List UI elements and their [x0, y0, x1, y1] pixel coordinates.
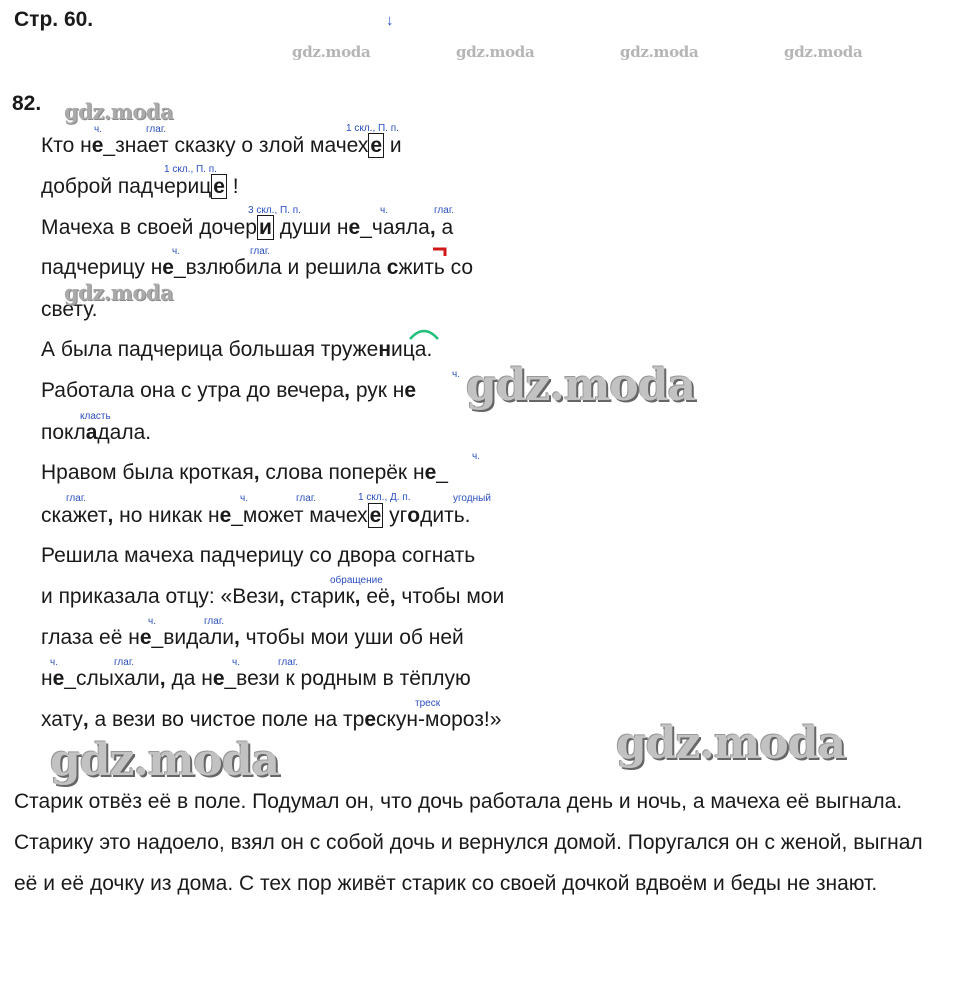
- annotation: ч.: [148, 616, 156, 627]
- text-line: покладала.: [41, 421, 152, 444]
- annotation: глаг.: [204, 616, 225, 627]
- watermark: gdz.moda: [64, 99, 174, 124]
- text-line: Нравом была кроткая, слова поперёк не_: [41, 461, 448, 484]
- watermark: gdz.moda: [50, 735, 280, 786]
- ending-box: и: [259, 216, 272, 239]
- text-line: скажет, но никак не_может мачехе угодить.: [41, 504, 471, 527]
- annotation: глаг.: [250, 246, 271, 257]
- text-line: Кто не_знает сказку о злой мачехе и: [41, 134, 402, 157]
- annotation: ч.: [472, 451, 480, 462]
- annotation: треск: [415, 698, 441, 709]
- annotation: ч.: [452, 369, 460, 380]
- annotation: ч.: [50, 657, 58, 668]
- text-line: Мачеха в своей дочери души не_чаяла, а: [41, 216, 454, 239]
- annotation: угодный: [453, 493, 491, 504]
- watermark: gdz.moda: [616, 718, 846, 769]
- page-number: Стр. 60.: [14, 8, 94, 31]
- text-line: Решила мачеха падчерицу со двора согнать: [41, 544, 476, 567]
- text-line: и приказала отцу: «Вези, старик, её, чтобы мои: [41, 585, 505, 608]
- watermark: gdz.moda: [466, 360, 696, 411]
- annotation: ч.: [380, 205, 388, 216]
- annotation: ч.: [94, 124, 102, 135]
- watermark: gdz.moda: [456, 43, 535, 61]
- ending-box: е: [213, 175, 225, 198]
- summary-paragraph: Старик отвёз её в поле. Подумал он, что дочь работала день и ночь, а мачеха её выгнала. Старику это надоело, взял он с собой дочь и вернулся домой. Поругался он с женой, выгнал её и её дочку из дома. С тех пор живёт старик со своей дочкой вдвоём и беды не знают.: [14, 790, 923, 895]
- text-line: хату, а вези во чистое поле на трескун-мороз!»: [41, 708, 502, 731]
- annotation: 3 скл., П. п.: [248, 205, 301, 216]
- annotation: глаг.: [296, 493, 317, 504]
- ending-box: е: [370, 134, 383, 157]
- arrow-down-icon: ↓: [386, 12, 394, 29]
- watermark: gdz.moda: [784, 43, 863, 61]
- text-line: падчерицу не_взлюбила и решила сжить со: [41, 256, 474, 279]
- text-line: А была падчерица большая труженица.: [41, 338, 433, 361]
- annotation: ч.: [172, 246, 180, 257]
- watermark: gdz.moda: [64, 280, 174, 305]
- ending-box: е: [369, 504, 382, 527]
- annotation: 1 скл., Д. п.: [358, 492, 411, 503]
- task-number: 82.: [12, 92, 42, 115]
- annotation: 1 скл., П. п.: [346, 123, 399, 134]
- annotation: ч.: [240, 493, 248, 504]
- annotation: глаг.: [278, 657, 299, 668]
- text-line: Работала она с утра до вечера, рук не: [41, 379, 417, 402]
- annotation: 1 скл., П. п.: [164, 164, 217, 175]
- annotation: глаг.: [114, 657, 135, 668]
- annotation: глаг.: [66, 493, 87, 504]
- annotation: обращение: [330, 575, 383, 586]
- annotation: глаг.: [146, 124, 167, 135]
- text-line: глаза её не_видали, чтобы мои уши об ней: [41, 626, 464, 649]
- annotation: глаг.: [434, 205, 455, 216]
- text-line: не_слыхали, да не_вези к родным в тёплую: [41, 667, 471, 690]
- watermark: gdz.moda: [620, 43, 699, 61]
- text-line: свету.: [41, 298, 98, 321]
- annotation: класть: [80, 411, 111, 422]
- annotation: ч.: [232, 657, 240, 668]
- text-line: доброй падчерице !: [41, 175, 239, 198]
- watermark: gdz.moda: [292, 43, 371, 61]
